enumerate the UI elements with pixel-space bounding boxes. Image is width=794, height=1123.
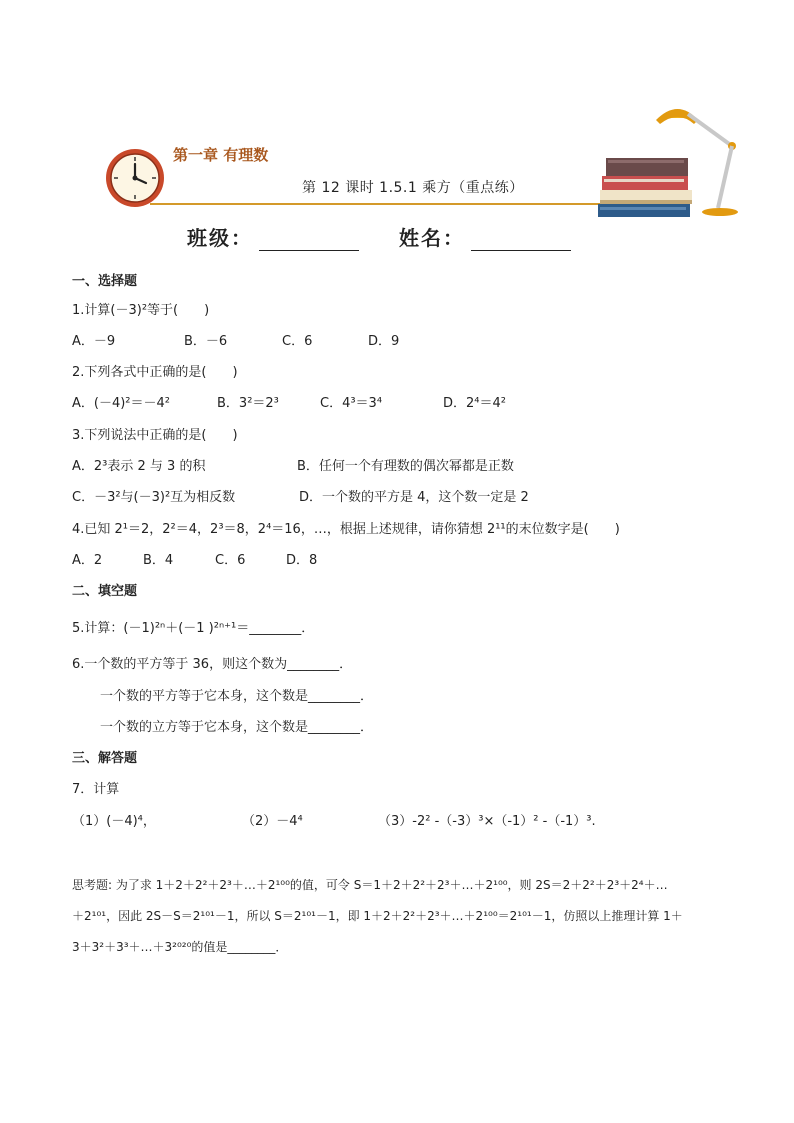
q1-option-d: D．9 [368,334,400,349]
q3-options-row1 [72,458,514,476]
q1-options [72,333,399,351]
name-blank[interactable] [471,232,571,251]
q6-line1: 6.一个数的平方等于 36，则这个数为________． [72,657,353,672]
q7-parts [72,813,596,831]
q2-option-c: C．4³＝3⁴ [320,396,383,411]
name-label: 姓名： [399,226,465,250]
q3-option-c: C．－3²与(－3)²互为相反数 [72,490,236,505]
chapter-title: 第一章 有理数 [173,146,269,164]
q4-option-b: B．4 [143,553,174,568]
q1-option-a: A．－9 [72,334,116,349]
q1-stem: 1.计算(－3)²等于( ) [72,303,210,318]
q2-stem: 2.下列各式中正确的是( ) [72,365,238,380]
section-choice: 一、选择题 [72,274,138,289]
lesson-title: 第 12 课时 1.5.1 乘方（重点练） [302,180,524,196]
q2-options [72,395,506,413]
q4-option-d: D．8 [286,553,318,568]
q3-stem: 3.下列说法中正确的是( ) [72,428,238,443]
q1-option-c: C．6 [282,334,313,349]
section-fill: 二、填空题 [72,584,138,599]
q3-option-b: B．任何一个有理数的偶次幂都是正数 [297,459,514,474]
think-line3: 3＋3²＋3³＋…＋3²⁰²⁰的值是________． [72,940,288,954]
q3-options-row2 [72,489,529,507]
class-label: 班级： [187,226,253,250]
q4-option-a: A．2 [72,553,103,568]
class-blank[interactable] [259,232,359,251]
q3-option-a: A．2³表示 2 与 3 的积 [72,459,206,474]
q4-options [72,552,317,570]
q2-option-a: A．(－4)²＝－4² [72,396,171,411]
q2-option-d: D．2⁴＝4² [443,396,506,411]
q1-option-b: B．－6 [184,334,228,349]
q4-stem: 4.已知 2¹＝2，2²＝4，2³＝8，2⁴＝16，…，根据上述规律，请你猜想 2¹¹的末位数字是( ) [72,522,620,537]
q2-option-b: B．3²＝2³ [217,396,279,411]
q5-text: 5.计算：(－1)²ⁿ＋(－1 )²ⁿ⁺¹＝________． [72,621,315,636]
q4-option-c: C．6 [215,553,246,568]
q7-part-3: （3）-2² -（-3）³×（-1）² -（-1）³. [378,814,596,829]
q7-title: 7．计算 [72,782,120,797]
clock-icon [104,147,166,209]
q7-part-2: （2）－4⁴ [242,814,303,829]
q6-line3: 一个数的立方等于它本身，这个数是________． [100,720,374,735]
q7-part-1: （1）(－4)⁴， [72,814,156,829]
header-divider [150,203,610,205]
think-line2: ＋2¹⁰¹，因此 2S－S＝2¹⁰¹－1，所以 S＝2¹⁰¹－1，即 1＋2＋2²＋2³＋…＋2¹⁰⁰＝2¹⁰¹－1，仿照以上推理计算 1＋ [72,909,683,923]
books-lamp-illustration [598,96,748,221]
think-line1: 思考题: 为了求 1＋2＋2²＋2³＋…＋2¹⁰⁰的值，可令 S＝1＋2＋2²＋2³＋…＋2¹⁰⁰，则 2S＝2＋2²＋2³＋2⁴＋… [72,878,668,892]
q6-line2: 一个数的平方等于它本身，这个数是________． [100,689,374,704]
section-answer: 三、解答题 [72,751,138,766]
class-name-line [187,222,571,251]
q3-option-d: D．一个数的平方是 4，这个数一定是 2 [299,490,529,505]
